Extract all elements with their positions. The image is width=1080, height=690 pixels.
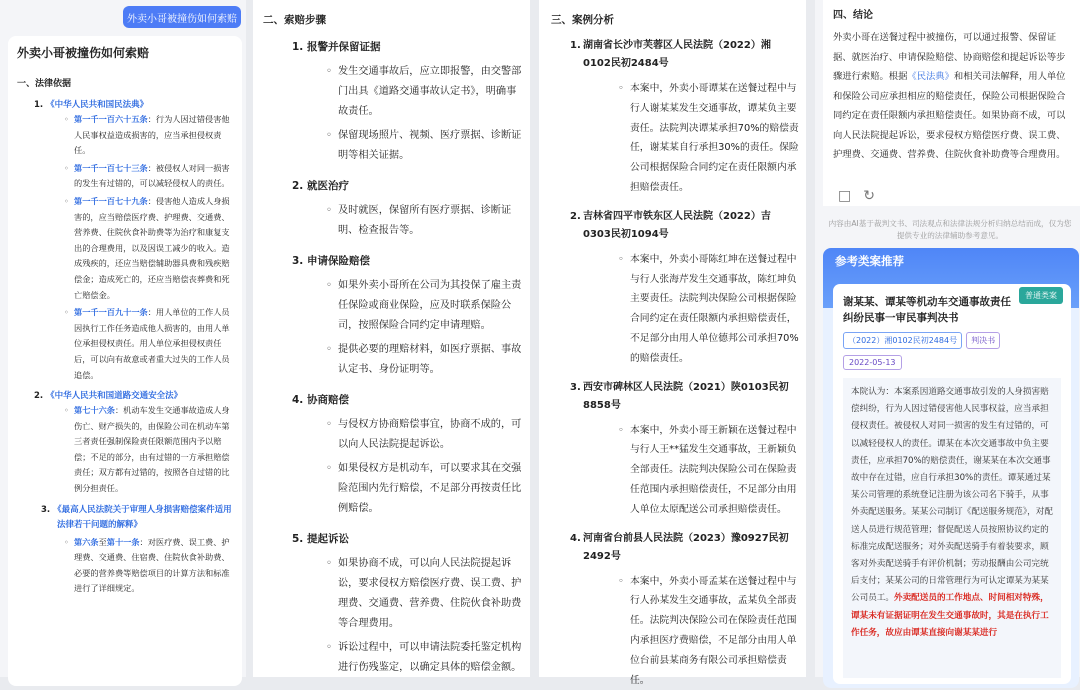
step-title: 3. 申请保险赔偿 [292, 255, 370, 267]
conclusion-part: 和相关司法解释，用人单位和保险公司应承担相应的赔偿责任，保险公司根据保险合同约定在责任限额内承担赔偿责任。如果协商不成，可以向人民法院提起诉讼，要求侵权方赔偿医疗费、误工费、护理费、交通费、营养费、住院伙食补助费等合理费用。 [833, 71, 1066, 160]
law-link[interactable] [34, 389, 233, 401]
case-summary: ◦ 本案中，外卖小哥谭某在送餐过程中与行人谢某某发生交通事故，谭某负主要责任。法院判决谭某承担70%的赔偿责任，谢某某自行承担30%的责任。保险公司根据保险合同约定在责任限额内承担赔偿责任。 [630, 79, 806, 198]
article-link[interactable]: 第七十六条 [74, 405, 115, 416]
step-title: 4. 协商赔偿 [292, 394, 349, 406]
step-title: 2. 就医治疗 [292, 180, 349, 192]
list-number: 1. [34, 100, 44, 110]
case-type-badge: 普通类案 [1019, 287, 1063, 304]
article-mid: 至 [98, 536, 107, 547]
step-title: 5. 提起诉讼 [292, 533, 349, 545]
law-title: 《中华人民共和国民法典》 [46, 100, 149, 110]
answer-toolbar [838, 188, 875, 204]
article-text: ：行为人因过错侵害他人民事权益造成损害的，应当承担侵权责任。 [74, 114, 230, 156]
step-bullet: ◦ 与侵权方协商赔偿事宜，协商不成的，可以向人民法院提起诉讼。 [338, 415, 530, 455]
case-excerpt [843, 378, 1061, 678]
list-number: 2. [34, 391, 44, 402]
section-heading: 四、结论 [833, 10, 873, 21]
right-column [815, 0, 1080, 677]
copy-icon[interactable]: □ [838, 188, 852, 204]
reference-cases-card [823, 248, 1079, 688]
case-title [570, 208, 806, 244]
article-text: ：用人单位的工作人员因执行工作任务造成他人损害的，由用人单位承担侵权责任。用人单位承担侵权责任后，可以向有故意或者重大过失的工作人员追偿。 [74, 307, 230, 380]
case-court: 吉林省四平市铁东区人民法院（2022）吉0303民初1094号 [583, 210, 771, 240]
conclusion-part: 外卖小哥在送餐过程中被撞伤，可以通过报警、保留证据、就医治疗、申请保险赔偿、协商赔偿和提起诉讼等步骤进行索赔。根据 [833, 32, 1066, 82]
law-link[interactable] [34, 98, 233, 110]
section-heading: 三、案例分析 [551, 14, 614, 26]
case-title [570, 37, 806, 73]
reference-case-item[interactable] [833, 284, 1071, 684]
step-bullet: ◦ 提供必要的理赔材料，如医疗票据、事故认定书、身份证明等。 [338, 340, 530, 380]
ai-disclaimer: 内容由AI基于裁判文书、司法观点和法律法规分析归纳总结而成，仅为您提供专业的法律辅助参考意见。 [828, 219, 1072, 240]
question-chip[interactable]: 外卖小哥被撞伤如何索赔 [123, 6, 241, 28]
case-summary: ◦ 本案中，外卖小哥孟某在送餐过程中与行人孙某发生交通事故，孟某负全部责任。法院判决保险公司在保险责任范围内承担医疗费赔偿，不足部分由用人单位台前县某商务有限公司承担赔偿责任。 [630, 572, 806, 690]
law-article [74, 535, 233, 597]
article-text: ：对医疗费、误工费、护理费、交通费、住宿费、住院伙食补助费、必要的营养费等赔偿项目的计算方法和标准进行了详细规定。 [74, 536, 230, 594]
article-link[interactable]: 第一千一百六十五条 [74, 114, 148, 124]
law-article [74, 161, 233, 192]
step-bullet: ◦ 及时就医，保留所有医疗票据、诊断证明、检查报告等。 [338, 201, 530, 241]
article-link[interactable]: 第六条 [74, 536, 99, 547]
case-title[interactable]: 谢某某、谭某等机动车交通事故责任纠纷民事一审民事判决书 [843, 296, 1011, 324]
left-column [0, 0, 246, 677]
answer-card [8, 36, 242, 686]
law-title: 《最高人民法院关于审理人身损害赔偿案件适用法律若干问题的解释》 [53, 504, 232, 530]
law-article [74, 305, 233, 383]
case-court: 河南省台前县人民法院（2023）豫0927民初2492号 [583, 532, 789, 562]
step-bullet: ◦ 保留现场照片、视频、医疗票据、诊断证明等相关证据。 [338, 126, 530, 166]
step-bullet: ◦ 如果侵权方是机动车，可以要求其在交强险范围内先行赔偿，不足部分再按责任比例赔偿。 [338, 459, 530, 519]
reference-heading: 参考类案推荐 [835, 254, 904, 268]
article-link[interactable]: 第十一条 [106, 536, 140, 547]
step-bullet: ◦ 发生交通事故后，应立即报警，由交警部门出具《道路交通事故认定书》，明确事故责任。 [338, 62, 530, 122]
doc-type-tag: 判决书 [966, 332, 1000, 349]
article-link[interactable]: 第一千一百九十一条 [74, 307, 148, 318]
excerpt-text: 本院认为：本案系因道路交通事故引发的人身损害赔偿纠纷，行为人因过错侵害他人民事权益，应当承担侵权责任。被侵权人对同一损害的发生有过错的，可以减轻侵权人的责任。谭某在本次交通事故中负主要责任，应承担70%的赔偿责任，谢某某在本次交通事故中存在过错，应自行承担30%的责任。谭某通过某某公司管理的系统登记注册为该公司名下骑手，从事外卖配送服务。某某公司制订《配送服务规范》，对配送人员进行规范管理；督促配送人员按照协议约定的标准完成配送服务；对外卖配送骑手有着装要求，顾客对外卖配送骑手有评价机制；劳动报酬由公司完统后支付；某某公司的日常管理行为可认定谭某为某某公司员工。 [851, 387, 1053, 604]
list-number: 3. [41, 504, 51, 515]
step-title: 1. 报警并保留证据 [292, 41, 381, 53]
section-heading: 一、法律依据 [17, 79, 72, 89]
article-text: ：机动车发生交通事故造成人身伤亡、财产损失的，由保险公司在机动车第三者责任强制保险责任限额范围内予以赔偿；不足的部分，由有过错的一方承担赔偿责任；双方都有过错的，按照各自过错的比例分担责任。 [74, 405, 230, 494]
refresh-icon[interactable]: ↻ [863, 188, 875, 204]
section-heading: 二、索赔步骤 [263, 14, 326, 26]
list-number: 1. [570, 40, 581, 51]
law-article [74, 112, 233, 159]
case-summary: ◦ 本案中，外卖小哥陈红坤在送餐过程中与行人张海芹发生交通事故，陈红坤负主要责任。法院判决保险公司根据保险合同约定在责任限额内承担赔偿责任，不足部分由用人单位德邦公司承担70%的赔偿责任。 [630, 250, 806, 369]
case-court: 湖南省长沙市芙蓉区人民法院（2022）湘0102民初2484号 [583, 40, 771, 69]
case-summary: ◦ 本案中，外卖小哥王新颖在送餐过程中与行人王**猛发生交通事故，王新颖负全部责任。法院判决保险公司在保险责任范围内承担赔偿责任，不足部分由用人单位太原配送公司承担赔偿责任。 [630, 421, 806, 520]
article-text: ：被侵权人对同一损害的发生有过错的，可以减轻侵权人的责任。 [74, 162, 230, 189]
civil-code-link[interactable]: 《民法典》 [907, 71, 954, 82]
article-link[interactable]: 第一千一百七十三条 [74, 162, 148, 173]
list-number: 4. [570, 532, 581, 544]
list-number: 3. [570, 381, 581, 393]
law-article [74, 194, 233, 303]
step-bullet: ◦ 如果外卖小哥所在公司为其投保了雇主责任保险或商业保险，应及时联系保险公司，按照保险合同约定申请理赔。 [338, 276, 530, 336]
steps-column [253, 0, 530, 677]
case-title [570, 530, 806, 566]
case-date-tag: 2022-05-13 [843, 355, 902, 370]
step-bullet: ◦ 如果协商不成，可以向人民法院提起诉讼，要求侵权方赔偿医疗费、误工费、护理费、交通费、营养费、住院伙食补助费等合理费用。 [338, 554, 530, 634]
case-number-tag: （2022）湘0102民初2484号 [843, 332, 962, 349]
law-title: 《中华人民共和国道路交通安全法》 [46, 391, 183, 402]
conclusion-card [823, 0, 1080, 206]
case-title [570, 379, 806, 415]
article-link[interactable]: 第一千一百七十九条 [74, 195, 148, 206]
law-link[interactable] [41, 503, 233, 533]
law-article [74, 403, 233, 497]
list-number: 2. [570, 210, 581, 222]
excerpt-highlight: 外卖配送员的工作地点、时间相对特殊，谭某未有证据证明在发生交通事故时，其是在执行工作任务，故应由谭某直接向谢某某进行 [851, 593, 1049, 638]
conclusion-text [833, 28, 1070, 165]
cases-column [539, 0, 806, 686]
answer-title: 外卖小哥被撞伤如何索赔 [17, 46, 150, 60]
article-text: ：侵害他人造成人身损害的，应当赔偿医疗费、护理费、交通费、营养费、住院伙食补助费等为治疗和康复支出的合理费用，以及因误工减少的收入。造成残疾的，还应当赔偿辅助器具费和残疾赔偿金；造成死亡的，还应当赔偿丧葬费和死亡赔偿金。 [74, 195, 230, 300]
case-court: 西安市碑林区人民法院（2021）陕0103民初8858号 [583, 381, 789, 411]
step-bullet: ◦ 诉讼过程中，可以申请法院委托鉴定机构进行伤残鉴定，以确定具体的赔偿金额。 [338, 638, 530, 678]
